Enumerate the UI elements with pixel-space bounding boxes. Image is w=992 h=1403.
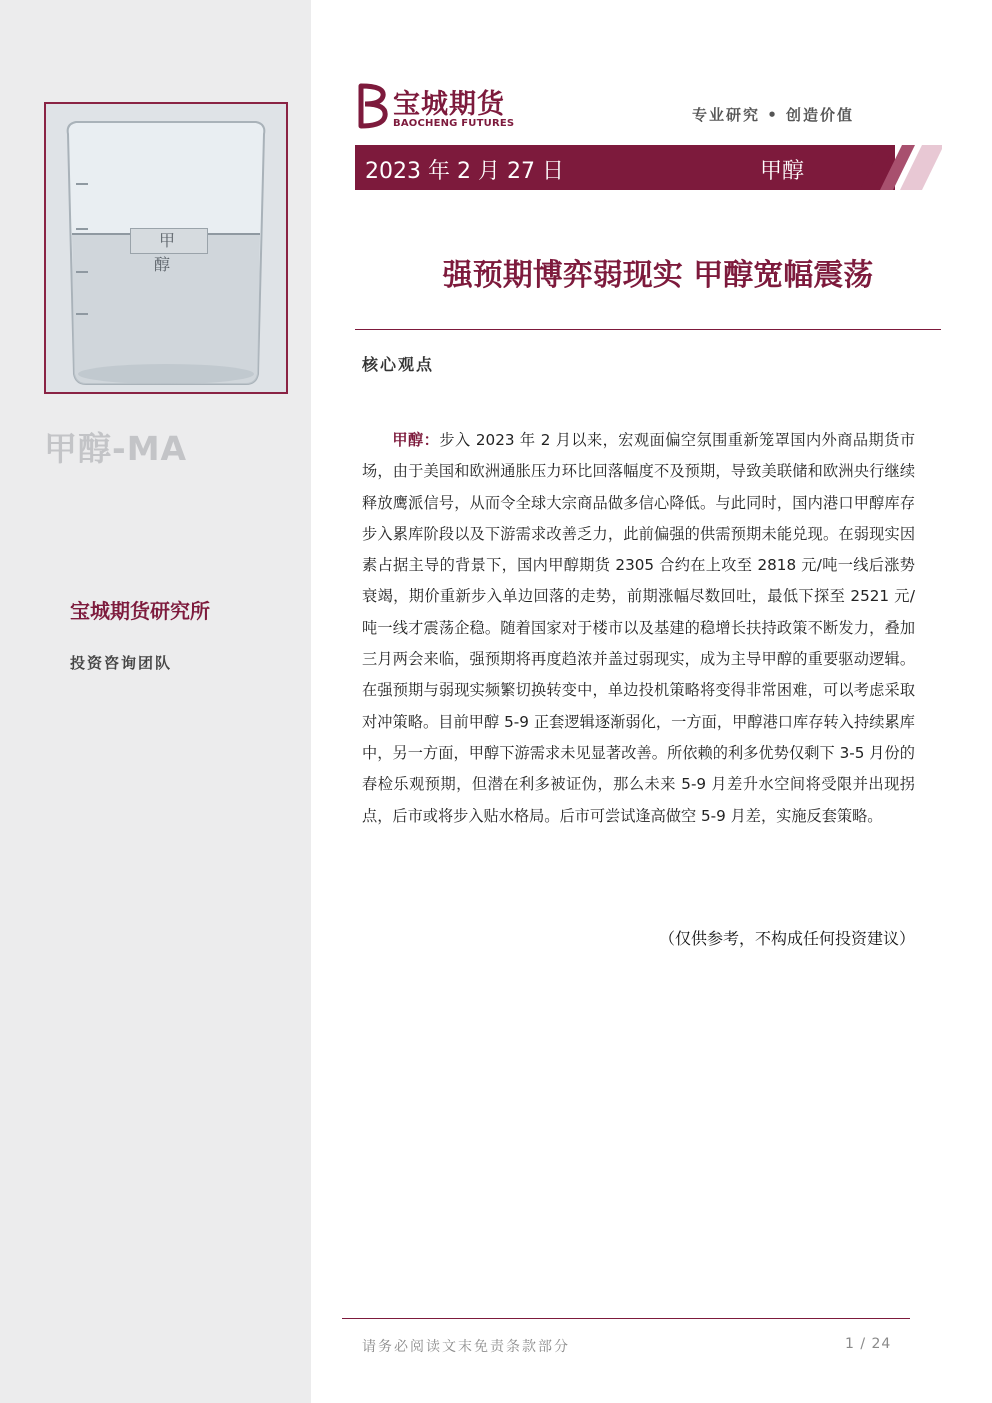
title-divider [355, 329, 941, 330]
report-date: 2023 年 2 月 27 日 [365, 159, 564, 184]
beaker-label: 甲 醇 [130, 228, 208, 254]
page-number: 1 / 24 [845, 1336, 892, 1352]
date-bar [355, 145, 895, 190]
section-heading: 核心观点 [362, 355, 435, 374]
sidebar [0, 0, 311, 1403]
footer-note: 请务必阅读文末免责条款部分 [362, 1339, 570, 1355]
paragraph-lead: 甲醇： [392, 431, 440, 449]
logo-mark-icon [355, 82, 389, 130]
logo-en-text: BAOCHENG FUTURES [393, 118, 515, 129]
core-view-paragraph [362, 425, 915, 832]
product-name: 甲醇-MA [44, 429, 188, 468]
company-logo [355, 82, 525, 132]
logo-cn-text: 宝城期货 [393, 89, 505, 120]
slogan: 专业研究 • 创造价值 [692, 106, 855, 124]
date-bar-stripes [860, 145, 942, 190]
footer-divider [342, 1318, 910, 1319]
paragraph-body: 步入 2023 年 2 月以来，宏观面偏空氛围重新笼罩国内外商品期货市场，由于美国和欧洲通胀压力环比回落幅度不及预期，导致美联储和欧洲央行继续释放鹰派信号，从而令全球大宗商品做多信心降低。与此同时，国内港口甲醇库存步入累库阶段以及下游需求改善乏力，此前偏强的供需预期未能兑现。在弱现实因素占据主导的背景下，国内甲醇期货 2305 合约在上攻至 2818 元/吨一线后涨势衰竭，期价重新步入单边回落的走势，前期涨幅尽数回吐，最低下探至 2521 元/吨一线才震荡企稳。随着国家对于楼市以及基建的稳增长扶持政策不断发力，叠加三月两会来临，强预期将再度趋浓并盖过弱现实，成为主导甲醇的重要驱动逻辑。在强预期与弱现实频繁切换转变中，单边投机策略将变得非常困难，可以考虑采取对冲策略。目前甲醇 5-9 正套逻辑逐渐弱化，一方面，甲醇港口库存转入持续累库中，另一方面，甲醇下游需求未见显著改善。所依赖的利多优势仅剩下 3-5 月份的春检乐观预期，但潜在利多被证伪，那么未来 5-9 月差升水空间将受限并出现拐点，后市或将步入贴水格局。后市可尝试逢高做空 5-9 月差，实施反套策略。 [362, 431, 916, 825]
report-title: 强预期博弈弱现实 甲醇宽幅震荡 [442, 258, 874, 293]
report-category: 甲醇 [760, 159, 805, 184]
disclaimer: （仅供参考，不构成任何投资建议） [658, 929, 915, 948]
methanol-beaker-photo [44, 102, 288, 394]
team-name: 投资咨询团队 [70, 654, 173, 672]
institute-name: 宝城期货研究所 [70, 599, 210, 623]
